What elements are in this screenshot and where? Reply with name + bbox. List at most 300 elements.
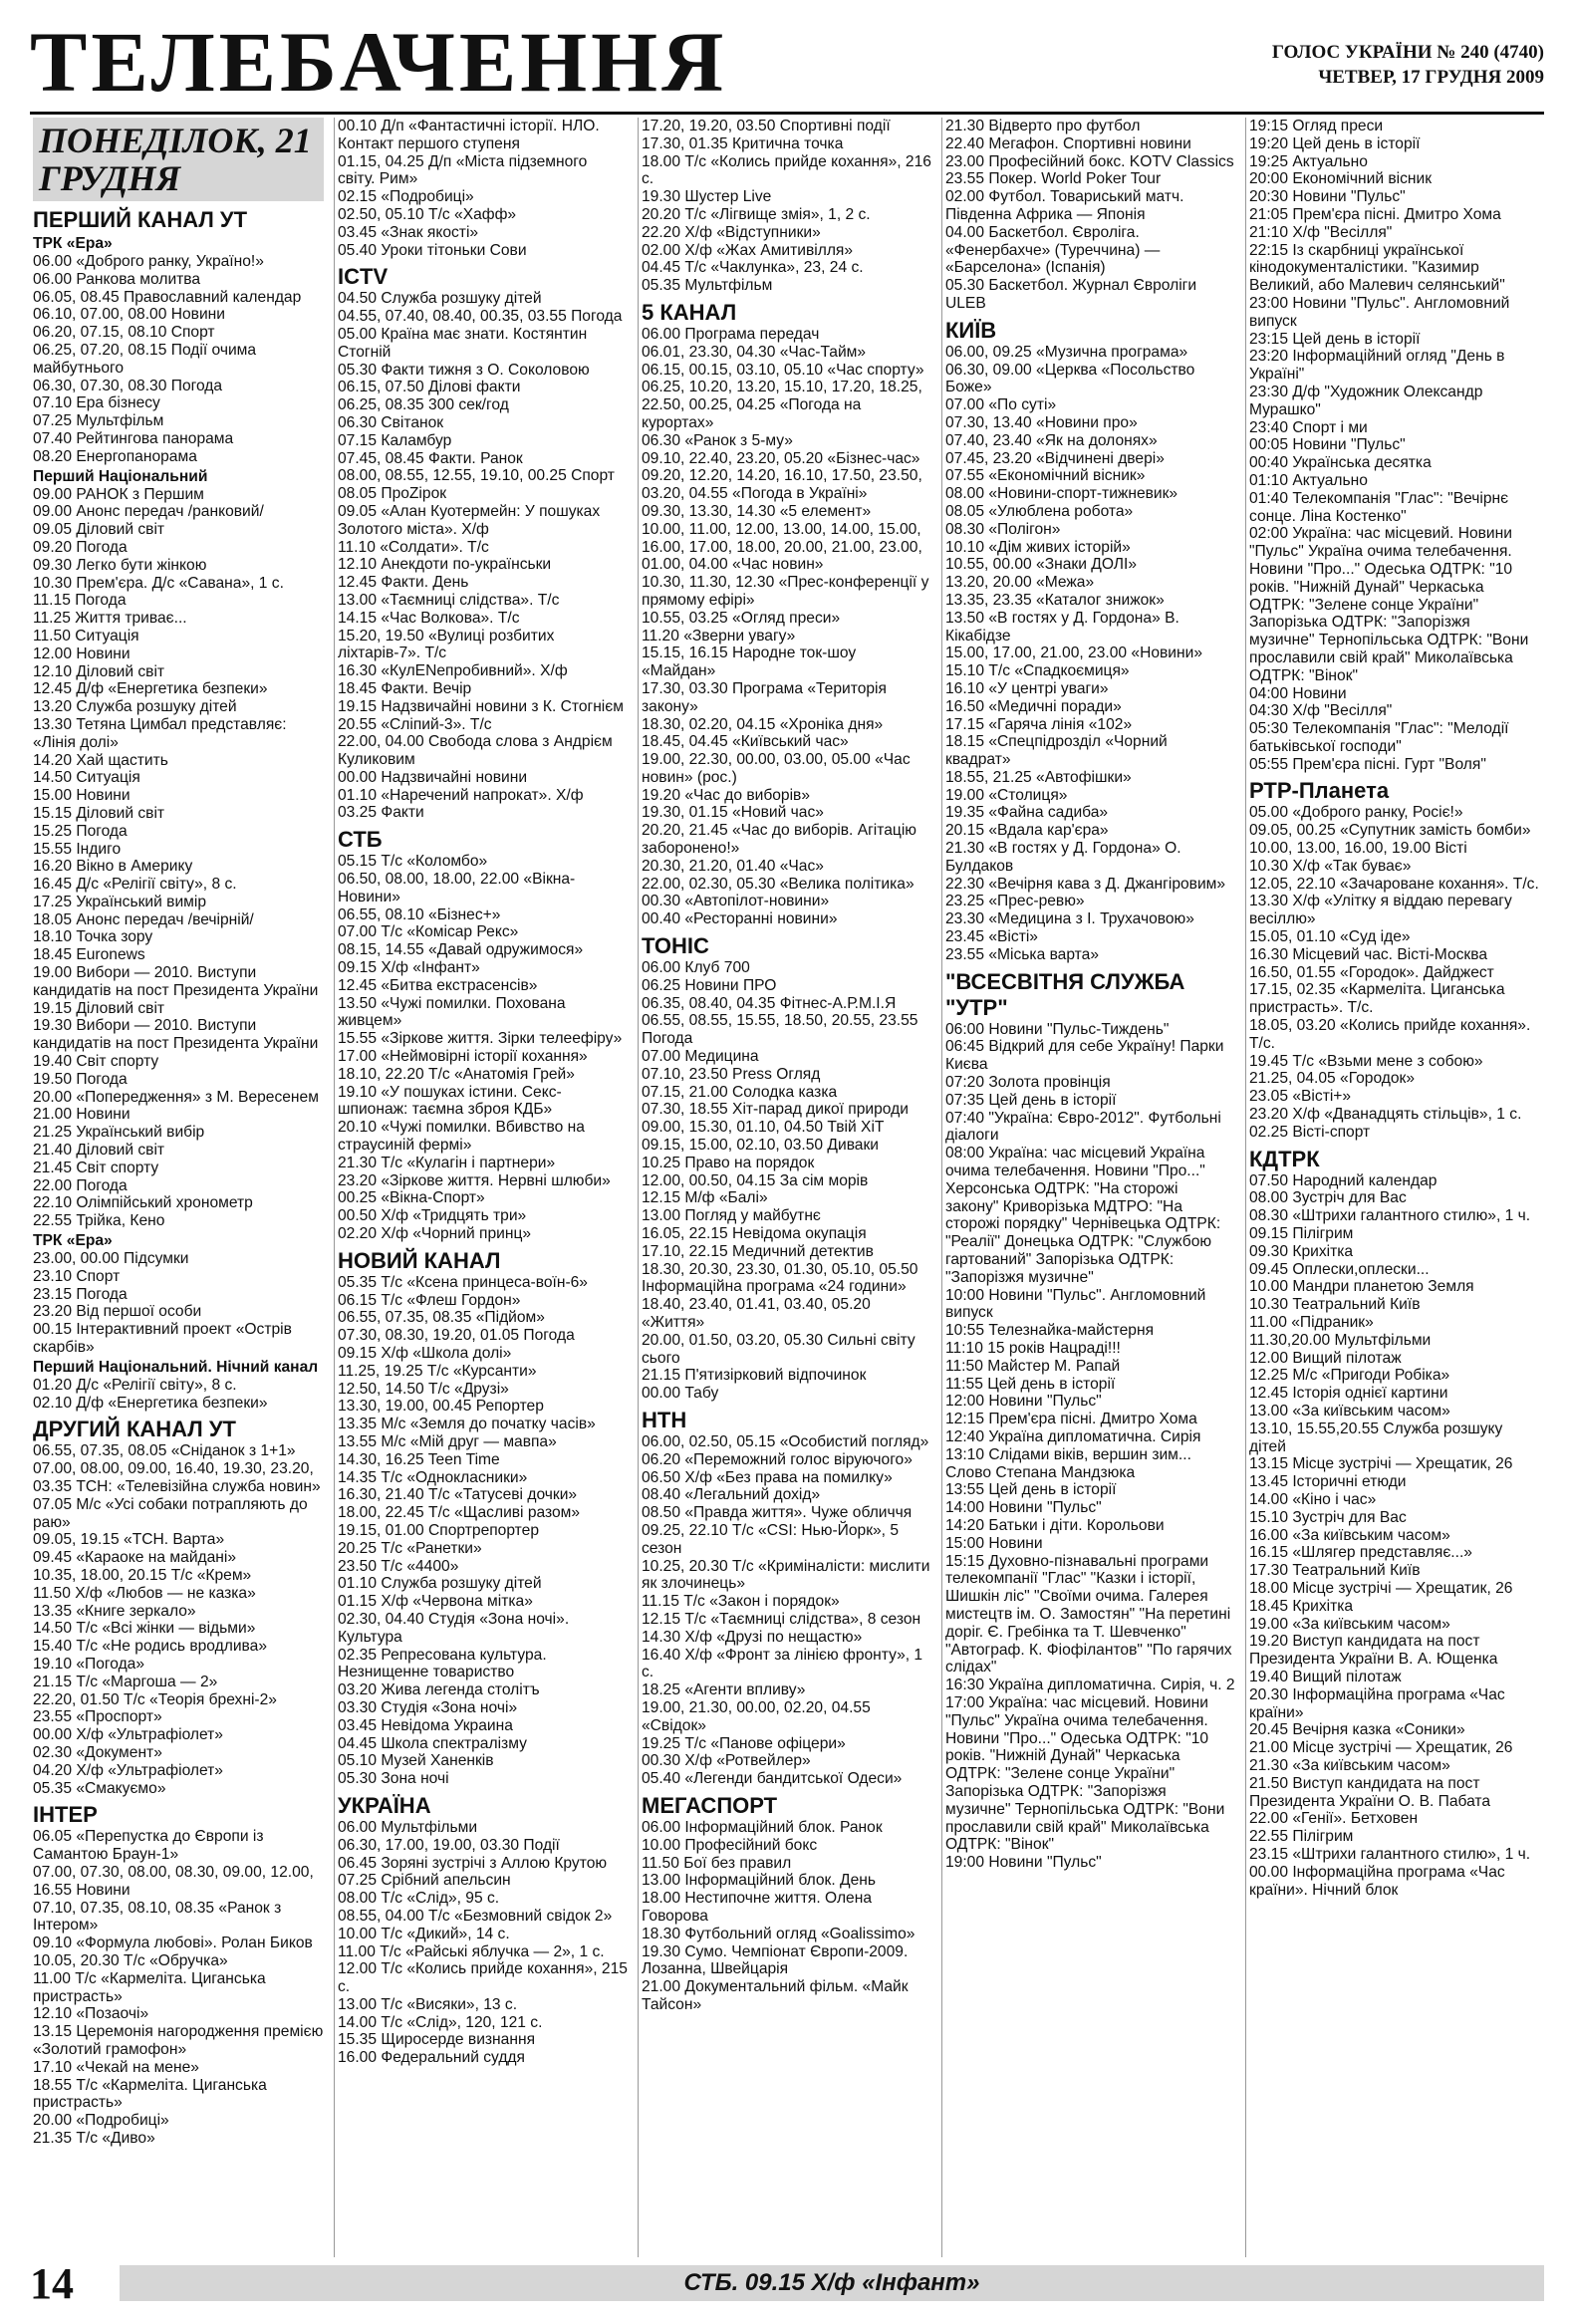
schedule-entry: 05:55 Прем'єра пісні. Гурт "Воля" (1249, 755, 1486, 773)
schedule-entry: 19.25 Т/с «Панове офіцери» (642, 1734, 846, 1752)
schedule-entry: 11.15 Т/с «Закон і порядок» (642, 1593, 840, 1611)
schedule-entry: 21.00 Новини (33, 1106, 131, 1124)
schedule-entry: 22.10 Олімпійський хронометр (33, 1194, 253, 1212)
schedule-entry: 18.30 Футбольний огляд «Goalissimo» (642, 1925, 916, 1942)
schedule-entry: 05.30 Баскетбол. Журнал Євроліги ULEB (945, 277, 1197, 312)
schedule-entry: 09.05, 19.15 «ТСН. Варта» (33, 1531, 225, 1549)
schedule-entry: 06.25, 08.35 300 сек/год (338, 396, 509, 414)
schedule-entry: 23.55 Покер. World Poker Tour (945, 170, 1162, 188)
schedule-entry: 22.20 Х/ф «Відступники» (642, 223, 821, 241)
publication-info (1272, 40, 1544, 90)
schedule-entry: 13:10 Слідами віків, вершин зим... Слово Степана Мандзюка (945, 1445, 1191, 1481)
schedule-entry: 16.30 Місцевий час. Вісті-Москва (1249, 945, 1488, 963)
schedule-entry: 06.55, 07.35, 08.05 «Сніданок з 1+1» (33, 1442, 296, 1460)
schedule-entry: 09.00 РАНОК з Першим (33, 485, 204, 503)
schedule-entry: 19.30 Сумо. Чемпіонат Європи-2009. Лозанна, Швейцарія (642, 1942, 909, 1978)
schedule-entry: 16.05, 22.15 Невідома окупація (642, 1225, 867, 1243)
schedule-entry: 13.20, 20.00 «Межа» (945, 574, 1095, 592)
schedule-entry: 09.25, 22.10 Т/с «CSI: Нью-Йорк», 5 сезон (642, 1521, 900, 1557)
schedule-entry: 07.30, 18.55 Хіт-парад дикої природи (642, 1101, 909, 1119)
schedule-entry: 07.00 «По суті» (945, 396, 1057, 414)
schedule-entry: 23.15 «Штрихи галантного стилю», 1 ч. (1249, 1845, 1531, 1863)
schedule-entry: 05:30 Телекомпанія "Глас": "Мелодії батьківської господи" (1249, 720, 1509, 755)
schedule-entry: 19.00 «За київським часом» (1249, 1615, 1450, 1633)
schedule-entry: 21.25, 04.05 «Городок» (1249, 1070, 1416, 1088)
schedule-entry: 13.35 «Книге зеркало» (33, 1602, 196, 1620)
schedule-entry: 00.40 «Ресторанні новини» (642, 910, 838, 928)
schedule-entry: 13.00 Т/с «Висяки», 13 с. (338, 1995, 518, 2013)
schedule-entry: 14.20 Хай щастить (33, 751, 168, 769)
schedule-entry: 18.15 «Спецпідрозділ «Чорний квадрат» (945, 733, 1168, 769)
schedule-entry: 20.25 Т/с «Ранетки» (338, 1539, 482, 1557)
schedule-entry: 06.50 Х/ф «Без права на помилку» (642, 1468, 893, 1486)
channel-heading: УКРАЇНА (338, 1792, 431, 1818)
schedule-entry: 17.15, 02.35 «Кармеліта. Циганська пристрасть». Т/с. (1249, 981, 1505, 1017)
schedule-entry: 12.00, 00.50, 04.15 За сім морів (642, 1171, 869, 1189)
schedule-entry: 09.10, 22.40, 23.20, 05.20 «Бізнес-час» (642, 449, 920, 467)
schedule-entry: 07.25 Срібний апельсин (338, 1872, 511, 1890)
schedule-entry: 00.00 Х/ф «Ультрафіолет» (33, 1726, 223, 1744)
schedule-entry: 22.55 Трійка, Кено (33, 1212, 165, 1230)
schedule-entry: 07.40, 23.40 «Як на долонях» (945, 431, 1158, 449)
schedule-entry: 21.45 Світ спорту (33, 1159, 159, 1176)
schedule-entry: 11.25 Життя триває... (33, 610, 187, 628)
schedule-entry: 05.35 «Смакуємо» (33, 1779, 166, 1797)
schedule-entry: 23.25 «Прес-ревю» (945, 893, 1085, 910)
schedule-entry: 17:00 Україна: час місцевий. Новини "Пульс" Україна очима телебачення. Новини "Про..." Одеська ОДТРК: "10 років. "Нижній Дунай" Черкаська ОДТРК: "Зелене сонце України" Запорізька ОДТРК: "Запорізжя музичне" Тернопільська ОДТРК: "Вони прославили свій край" Миколаївська ОДТРК: "Вінок" (945, 1693, 1225, 1854)
schedule-entry: 11.50 Ситуація (33, 627, 139, 645)
schedule-entry: 23.45 «Вісті» (945, 928, 1038, 946)
schedule-entry: 02.30 «Документ» (33, 1743, 162, 1761)
schedule-entry: 17.15 «Гаряча лінія «102» (945, 715, 1133, 733)
schedule-entry: 18.25 «Агенти впливу» (642, 1681, 806, 1699)
schedule-entry: 16:30 Україна дипломатична. Сирія, ч. 2 (945, 1677, 1235, 1694)
schedule-entry: 23.05 «Вісті+» (1249, 1088, 1352, 1106)
schedule-entry: 06.05 «Перепустка до Європи із Самантою Браун-1» (33, 1828, 264, 1864)
schedule-entry: 23.55 «Міська варта» (945, 945, 1099, 963)
schedule-entry: 20.30, 21.20, 01.40 «Час» (642, 857, 824, 875)
schedule-entry: 19.40 Світ спорту (33, 1053, 159, 1071)
schedule-entry: 07.45, 08.45 Факти. Ранок (338, 449, 523, 467)
schedule-entry: 02.15 «Подробиці» (338, 188, 474, 206)
schedule-entry: 08.00, 08.55, 12.55, 19.10, 00.25 Спорт (338, 467, 615, 485)
schedule-entry: 05.40 «Легенди бандитської Одеси» (642, 1770, 903, 1788)
schedule-entry: 15.10 Т/с «Спадкоємиця» (945, 662, 1130, 680)
schedule-entry: 23:15 Цей день в історії (1249, 330, 1421, 348)
schedule-entry: 20.15 «Вдала кар'єра» (945, 822, 1109, 840)
schedule-entry: 23.15 Погода (33, 1285, 128, 1303)
schedule-entry: 06:00 Новини "Пульс-Тиждень" (945, 1020, 1170, 1038)
day-heading: ПОНЕДІЛОК, 21 ГРУДНЯ (33, 118, 324, 201)
schedule-entry: 19.10 «Погода» (33, 1655, 145, 1673)
schedule-entry: 10.55, 00.00 «Знаки ДОЛІ» (945, 556, 1138, 574)
schedule-entry: 14.30, 16.25 Teen Time (338, 1450, 500, 1468)
schedule-entry: 04.50 Служба розшуку дітей (338, 290, 542, 308)
schedule-entry: 21.50 Виступ кандидата на пост Президента України О. В. Пабата (1249, 1774, 1491, 1810)
schedule-entry: 03.20 Жива легенда столітъ (338, 1681, 540, 1699)
schedule-entry: 13.50 «В гостях у Д. Гордона» В. Кікабідзе (945, 609, 1179, 645)
schedule-entry: 08.00 Т/с «Слід», 95 с. (338, 1890, 500, 1908)
schedule-entry: 17.00 «Неймовірні історії кохання» (338, 1048, 588, 1066)
schedule-entry: 06.00 Програма передач (642, 325, 820, 343)
schedule-entry: 16.50, 01.55 «Городок». Дайджест (1249, 963, 1494, 981)
schedule-entry: 10.10 «Дім живих історій» (945, 538, 1131, 556)
schedule-entry: 07.10, 07.35, 08.10, 08.35 «Ранок з Інтером» (33, 1899, 282, 1935)
schedule-entry: 08.00 Зустріч для Вас (1249, 1189, 1407, 1207)
schedule-entry: 09.00, 15.30, 01.10, 04.50 Твій ХіТ (642, 1119, 885, 1137)
schedule-entry: 06.20, 07.15, 08.10 Спорт (33, 324, 215, 342)
schedule-entry: 19.40 Вищий пілотаж (1249, 1668, 1402, 1685)
schedule-entry: 08.05 «Улюблена робота» (945, 502, 1134, 520)
schedule-entry: 04.45 Т/с «Чаклунка», 23, 24 с. (642, 259, 864, 277)
schedule-entry: 08:00 Україна: час місцевий Україна очима телебачення. Новини "Про..." Херсонська ОДТРК: "На сторожі закону" Криворізька МДТРО: "На сторожі порядку" Чернівецька ОДТРК: "Реалії" Донецька ОДТРК: "Службою гартований" Запорізька ОДТРК: "Запорізжя музичне" (945, 1145, 1221, 1286)
schedule-entry: 13.35, 23.35 «Каталог знижок» (945, 591, 1165, 609)
schedule-entry: 20.30 Інформаційна програма «Час країни» (1249, 1685, 1505, 1721)
schedule-entry: 23.20 Від першої особи (33, 1303, 202, 1321)
schedule-entry: 06.30, 17.00, 19.00, 03.30 Події (338, 1836, 560, 1854)
schedule-entry: 05.35 Т/с «Ксена принцеса-воїн-6» (338, 1273, 588, 1291)
schedule-entry: 21.25 Український вибір (33, 1124, 205, 1142)
schedule-entry: 07.55 «Економічний вісник» (945, 467, 1146, 485)
schedule-entry: 00:40 Українська десятка (1249, 454, 1432, 472)
schedule-entry: 02.00 Футбол. Товариський матч. Південна Африка — Японія (945, 188, 1184, 223)
schedule-entry: 01.20 Д/с «Релігії світу», 8 с. (33, 1376, 237, 1394)
schedule-entry: 06.30, 07.30, 08.30 Погода (33, 377, 223, 394)
schedule-entry: 12.10 «Позаочі» (33, 2005, 149, 2023)
column-2 (334, 118, 631, 2257)
schedule-entry: 15.15, 16.15 Народне ток-шоу «Майдан» (642, 645, 857, 680)
schedule-entry: 07.00 Медицина (642, 1048, 759, 1066)
schedule-entry: 01:40 Телекомпанія "Глас": "Вечірнє сонце. Ліна Костенко" (1249, 489, 1509, 525)
schedule-entry: 09.00 Анонс передач /ранковий/ (33, 503, 264, 521)
schedule-entry: 10:00 Новини "Пульс". Англомовний випуск (945, 1286, 1206, 1322)
schedule-entry: 14.00 «Кіно і час» (1249, 1490, 1377, 1508)
schedule-entry: 07.10, 23.50 Press Огляд (642, 1065, 821, 1083)
channel-heading: ICTV (338, 264, 389, 290)
schedule-entry: 20.00 «Попередження» з М. Вересенем (33, 1088, 319, 1106)
schedule-entry: 09.30 Крихітка (1249, 1242, 1354, 1260)
schedule-entry: 08.30 «Полігон» (945, 520, 1061, 538)
schedule-entry: 22.00, 02.30, 05.30 «Велика політика» (642, 875, 915, 893)
schedule-entry: 17.10, 22.15 Медичний детектив (642, 1242, 874, 1260)
schedule-entry: 00.00 Табу (642, 1385, 719, 1403)
schedule-entry: 09.45 Оплески,оплески... (1249, 1260, 1430, 1278)
schedule-entry: 09.15, 15.00, 02.10, 03.50 Диваки (642, 1137, 880, 1155)
schedule-entry: 15.00, 17.00, 21.00, 23.00 «Новини» (945, 645, 1203, 662)
schedule-entry: 09.20, 12.20, 14.20, 16.10, 17.50, 23.50, 03.20, 04.55 «Погода в Україні» (642, 467, 922, 503)
schedule-entry: 02.10 Д/ф «Енергетика безпеки» (33, 1394, 268, 1412)
schedule-entry: 15.05, 01.10 «Суд іде» (1249, 928, 1411, 946)
schedule-entry: 22.30 «Вечірня кава з Д. Джангіровим» (945, 875, 1226, 893)
schedule-entry: 10.30 Х/ф «Так буває» (1249, 857, 1412, 875)
schedule-entry: 07.00, 08.00, 09.00, 16.40, 19.30, 23.20, 03.35 ТСН: «Телевізійна служба новин» (33, 1460, 321, 1495)
schedule-entry: 13.00 Інформаційний блок. День (642, 1872, 876, 1890)
schedule-entry: 12.45 «Битва екстрасенсів» (338, 976, 538, 994)
schedule-entry: 23:00 Новини "Пульс". Англомовний випуск (1249, 294, 1510, 330)
schedule-entry: 06.15, 07.50 Ділові факти (338, 379, 521, 396)
page-number: 14 (30, 2259, 74, 2308)
schedule-entry: 08.55, 04.00 Т/с «Безмовний свідок 2» (338, 1907, 613, 1925)
schedule-entry: 02.30, 04.40 Студія «Зона ночі». Культура (338, 1610, 570, 1646)
schedule-entry: 19:15 Огляд преси (1249, 118, 1384, 134)
schedule-entry: 11.00 «Підраник» (1249, 1314, 1374, 1331)
schedule-entry: 06.15, 00.15, 03.10, 05.10 «Час спорту» (642, 361, 924, 379)
schedule-entry: 14.50 Т/с «Всі жінки — відьми» (33, 1620, 256, 1638)
schedule-entry: 10.35, 18.00, 20.15 Т/с «Крем» (33, 1566, 252, 1584)
schedule-entry: 14.15 «Час Волкова». Т/с (338, 609, 520, 627)
schedule-entry: 16.00 Федеральний суддя (338, 2049, 525, 2067)
schedule-entry: 09.05 «Алан Куотермейн: У пошуках Золотого міста». Х/ф (338, 502, 601, 538)
schedule-entry: 03.25 Факти (338, 804, 424, 822)
schedule-entry: 04.45 Школа спектралізму (338, 1734, 527, 1752)
schedule-entry: 13.45 Історичні етюди (1249, 1473, 1407, 1491)
schedule-entry: 16.00 «За київським часом» (1249, 1526, 1450, 1544)
schedule-entry: 08.40 «Легальний дохід» (642, 1486, 821, 1504)
schedule-entry: 21:05 Прем'єра пісні. Дмитро Хома (1249, 205, 1501, 223)
schedule-entry: 16.20 Вікно в Америку (33, 858, 193, 876)
schedule-entry: 10.00, 11.00, 12.00, 13.00, 14.00, 15.00, 16.00, 17.00, 18.00, 20.00, 21.00, 23.00, 01.00, 04.00 «Час новин» (642, 520, 922, 574)
schedule-entry: 00.00 Надзвичайні новини (338, 768, 528, 786)
schedule-entry: 11.25, 19.25 Т/с «Курсанти» (338, 1362, 537, 1380)
schedule-entry: 09.05 Діловий світ (33, 521, 165, 539)
schedule-entry: 06.55, 07.35, 08.35 «Підйом» (338, 1309, 545, 1327)
schedule-entry: 08.50 «Правда життя». Чуже обличчя (642, 1504, 913, 1522)
schedule-entry: 19.10 «У пошуках істини. Секс-шпионаж: таємна зброя КДБ» (338, 1083, 562, 1119)
channel-heading: НОВИЙ КАНАЛ (338, 1247, 501, 1273)
schedule-entry: 04.55, 07.40, 08.40, 00.35, 03.55 Погода (338, 308, 623, 326)
schedule-entry: 07.30, 08.30, 19.20, 01.05 Погода (338, 1327, 575, 1345)
channel-heading: "ВСЕСВІТНЯ СЛУЖБА "УТР" (945, 968, 1185, 1020)
schedule-entry: 21:10 Х/ф "Весілля" (1249, 223, 1393, 241)
schedule-entry: 00:05 Новини "Пульс" (1249, 436, 1406, 454)
schedule-entry: 15:15 Духовно-пізнавальні програми телекомпанії "Глас" "Казки і історії, Шишкін ліс" "Своїми очима. Галерея мистецтв ім. О. Замостян" "На перетині доріг. Є. Гребінка та Т. Шевченко" "Автограф. К. Фіофілантов" "По гарячих слідах" (945, 1552, 1232, 1677)
schedule-entry: 20.20, 21.45 «Час до виборів. Агітацію заборонено!» (642, 822, 916, 858)
schedule-entry: 10.25, 20.30 Т/с «Криміналісти: мислити як злочинець» (642, 1557, 930, 1593)
schedule-entry: 08.15, 14.55 «Давай одружимося» (338, 941, 584, 959)
masthead-header (30, 14, 1544, 110)
schedule-entry: 23.55 «Проспорт» (33, 1708, 162, 1726)
schedule-entry: 10.25 Право на порядок (642, 1154, 815, 1171)
schedule-entry: 06.35, 08.40, 04.35 Фітнес-А.Р.М.І.Я (642, 994, 897, 1012)
schedule-entry: 14.50 Ситуація (33, 769, 140, 787)
schedule-entry: 20.20 Т/с «Лігвище змія», 1, 2 с. (642, 205, 871, 223)
schedule-entry: 17.25 Український вимір (33, 893, 207, 910)
schedule-entry: 02.00 Х/ф «Жах Амитивілля» (642, 241, 854, 259)
schedule-entry: 21.00 Місце зустрічі — Хрещатик, 26 (1249, 1739, 1513, 1757)
schedule-entry: 06.00 Клуб 700 (642, 959, 750, 977)
schedule-entry: 06.00 Мультфільми (338, 1818, 478, 1836)
schedule-entry: 07.15, 21.00 Солодка казка (642, 1083, 838, 1101)
schedule-entry: 08.30 «Штрихи галантного стилю», 1 ч. (1249, 1207, 1531, 1225)
schedule-entry: 22.00, 04.00 Свобода слова з Андрієм Куликовим (338, 733, 613, 769)
schedule-entry: 11.10 «Солдати». Т/с (338, 538, 489, 556)
schedule-entry: 19.00, 21.30, 00.00, 02.20, 04.55 «Свідок» (642, 1698, 871, 1734)
schedule-entry: 19.30 Вибори — 2010. Виступи кандидатів на пост Президента України (33, 1017, 319, 1053)
schedule-entry: 07.15 Каламбур (338, 431, 452, 449)
schedule-entry: 12.45 Історія однієї картини (1249, 1385, 1448, 1403)
schedule-entry: 02.25 Вісті-спорт (1249, 1123, 1371, 1141)
schedule-entry: 18.45 Euronews (33, 946, 145, 964)
schedule-entry: 14.35 Т/с «Однокласники» (338, 1468, 528, 1486)
schedule-entry: 06.45 Зоряні зустрічі з Аллою Крутою (338, 1854, 608, 1872)
schedule-entry: 22:15 Із скарбниці української кінодокументалістики. "Казимир Великий, або Малевич селянський" (1249, 241, 1505, 295)
schedule-entry: 06.30 «Ранок з 5-му» (642, 431, 793, 449)
schedule-entry: 15.10 Зустріч для Вас (1249, 1508, 1407, 1526)
schedule-entry: 12.45 Д/ф «Енергетика безпеки» (33, 680, 268, 698)
schedule-entry: 16.30 «КулENепробивний». Х/ф (338, 662, 568, 680)
schedule-entry: 12.00 Новини (33, 645, 131, 662)
schedule-entry: 12.00 Т/с «Колись прийде кохання», 215 с. (338, 1960, 628, 1996)
schedule-entry: 15.35 Щиросерде визнання (338, 2031, 536, 2049)
issue-line: ГОЛОС УКРАЇНИ № 240 (4740) (1271, 42, 1544, 63)
column-4 (941, 118, 1238, 2257)
schedule-entry: 19.20 «Час до виборів» (642, 786, 811, 804)
schedule-entry: 07.10 Ера бізнесу (33, 394, 160, 412)
schedule-entry: 00.30 «Автопілот-новини» (642, 893, 830, 910)
schedule-entry: 18.55 Т/с «Кармеліта. Циганська пристрасть» (33, 2076, 267, 2112)
schedule-entry: 11:50 Майстер М. Рапай (945, 1357, 1121, 1375)
schedule-entry: 13.55 М/с «Мій друг — мавпа» (338, 1432, 557, 1450)
schedule-entry: 21.15 П'ятизірковий відпочинок (642, 1367, 867, 1385)
schedule-entry: 13.00 «За київським часом» (1249, 1402, 1450, 1420)
schedule-entry: 01.10 «Наречений напрокат». Х/ф (338, 786, 584, 804)
schedule-entry: 00.30 Х/ф «Ротвейлер» (642, 1752, 811, 1770)
schedule-entry: 19.00, 22.30, 00.00, 03.00, 05.00 «Час новин» (рос.) (642, 751, 911, 786)
schedule-entry: 16.40 Х/ф «Фронт за лінією фронту», 1 с. (642, 1646, 923, 1681)
schedule-entry: 02:00 Україна: час місцевий. Новини "Пульс" Україна очима телебачення. Новини "Про..." Одеська ОДТРК: "10 років. "Нижній Дунай" Черкаська ОДТРК: "Зелене сонце України" Запорізька ОДТРК: "Запорізжя музичне" Тернопільська ОДТРК: "Вони прославили свій край" Миколаївська ОДТРК: "Вінок" (1249, 525, 1529, 684)
schedule-entry: 17.20, 19.20, 03.50 Спортивні події (642, 118, 891, 134)
schedule-entry: 17.30 Театральний Київ (1249, 1562, 1421, 1580)
schedule-entry: 06.00 Інформаційний блок. Ранок (642, 1818, 883, 1836)
schedule-entry: 00.10 Д/п «Фантастичні історії. НЛО. Контакт першого ступеня (338, 118, 600, 152)
column-1 (30, 118, 327, 2257)
tv-schedule (30, 118, 1544, 2257)
schedule-entry: 07.45, 23.20 «Відчинені двері» (945, 449, 1165, 467)
section-title: ТЕЛЕБАЧЕННЯ (30, 14, 728, 110)
schedule-entry: 21.15 Т/с «Маргоша — 2» (33, 1673, 218, 1690)
channel-heading: ІНТЕР (33, 1802, 98, 1828)
schedule-entry: 12:40 Україна дипломатична. Сирія (945, 1427, 1201, 1445)
schedule-entry: 00.15 Інтерактивний проект «Острів скарбів» (33, 1321, 292, 1357)
schedule-entry: 05.30 Зона ночі (338, 1770, 449, 1788)
schedule-entry: 10.05, 20.30 Т/с «Обручка» (33, 1951, 228, 1969)
schedule-entry: 16.15 «Шлягер представляє...» (1249, 1544, 1472, 1562)
schedule-entry: 18.55, 21.25 «Автофішки» (945, 768, 1132, 786)
schedule-entry: 03.30 Студія «Зона ночі» (338, 1698, 518, 1716)
schedule-entry: 13.30 Тетяна Цимбал представляє: «Лінія долі» (33, 715, 287, 751)
schedule-entry: 12.15 М/ф «Балі» (642, 1189, 768, 1207)
schedule-entry: 18.00 Т/с «Колись прийде кохання», 216 с. (642, 152, 931, 188)
schedule-entry: 07.00, 07.30, 08.00, 08.30, 09.00, 12.00, 16.55 Новини (33, 1863, 314, 1899)
schedule-entry: 23.30 «Медицина з І. Трухачовою» (945, 910, 1194, 928)
schedule-entry: 13.30 Х/ф «Улітку я віддаю перевагу весіллю» (1249, 893, 1512, 928)
schedule-entry: 05.30 Факти тижня з О. Соколовою (338, 361, 590, 379)
schedule-entry: 13.20 Служба розшуку дітей (33, 698, 237, 716)
schedule-entry: 04:00 Новини (1249, 684, 1347, 702)
schedule-entry: 21.30 Відверто про футбол (945, 118, 1141, 134)
column-1-body (33, 207, 324, 2148)
schedule-entry: 18.45 Крихітка (1249, 1597, 1354, 1615)
schedule-entry: 14:20 Батьки і діти. Корольови (945, 1516, 1165, 1534)
channel-heading: МЕГАСПОРТ (642, 1792, 778, 1818)
schedule-entry: 18.00 Місце зустрічі — Хрещатик, 26 (1249, 1579, 1513, 1597)
schedule-entry: 20.45 Вечірня казка «Соники» (1249, 1721, 1465, 1739)
schedule-entry: 14:00 Новини "Пульс" (945, 1499, 1102, 1517)
schedule-entry: 05.35 Мультфільм (642, 277, 773, 295)
schedule-entry: 06.00 «Доброго ранку, Україно!» (33, 253, 264, 270)
schedule-entry: 19.35 «Файна садиба» (945, 804, 1109, 822)
schedule-entry: 06.20 «Переможний голос віруючого» (642, 1450, 913, 1468)
page-footer (30, 2259, 1544, 2309)
schedule-entry: 13.10, 15.55,20.55 Служба розшуку дітей (1249, 1420, 1503, 1455)
schedule-entry: 11:10 15 років Нацраді!!! (945, 1340, 1121, 1357)
schedule-entry: 18.10, 22.20 Т/с «Анатомія Грей» (338, 1065, 575, 1083)
schedule-entry: 16.45 Д/с «Релігії світу», 8 с. (33, 876, 237, 894)
schedule-entry: 05.15 Т/с «Коломбо» (338, 853, 488, 871)
schedule-entry: 19.00 Вибори — 2010. Виступи кандидатів на пост Президента України (33, 964, 319, 999)
schedule-entry: 07:35 Цей день в історії (945, 1091, 1117, 1109)
schedule-entry: 21.30 «В гостях у Д. Гордона» О. Булдаков (945, 840, 1181, 875)
schedule-entry: 07.05 М/с «Усі собаки потрапляють до раю» (33, 1495, 308, 1531)
schedule-entry: 23.50 Т/с «4400» (338, 1557, 459, 1575)
channel-heading: РТР-Планета (1249, 778, 1390, 804)
schedule-entry: 07.25 Мультфільм (33, 412, 164, 430)
schedule-entry: 12.05, 22.10 «Зачароване кохання». Т/с. (1249, 875, 1539, 893)
schedule-entry: 16.10 «У центрі уваги» (945, 679, 1109, 697)
schedule-entry: 22.20, 01.50 Т/с «Теорія брехні-2» (33, 1690, 277, 1708)
schedule-entry: 19.30, 01.15 «Новий час» (642, 804, 824, 822)
channel-heading: СТБ (338, 827, 383, 853)
schedule-entry: 05.40 Уроки тітоньки Сови (338, 241, 527, 259)
schedule-entry: 15:00 Новини (945, 1534, 1043, 1552)
schedule-entry: 20.55 «Сліпий-3». Т/с (338, 715, 492, 733)
schedule-entry: 08.20 Енергопанорама (33, 447, 197, 465)
schedule-entry: 23.20 Х/ф «Дванадцять стільців», 1 с. (1249, 1106, 1522, 1124)
schedule-entry: 01.15 Х/ф «Червона мітка» (338, 1593, 533, 1611)
schedule-entry: 05.00 Країна має знати. Костянтин Стогній (338, 325, 588, 361)
schedule-entry: 20.00 «Подробиці» (33, 2112, 169, 2130)
schedule-entry: 10.00, 13.00, 16.00, 19.00 Вісті (1249, 840, 1467, 858)
schedule-entry: 03.45 «Знак якості» (338, 223, 479, 241)
schedule-entry: 11.50 Бої без правил (642, 1854, 792, 1872)
schedule-entry: 22.00 «Генії». Бетховен (1249, 1810, 1419, 1828)
schedule-entry: 05.00 «Доброго ранку, Росіє!» (1249, 804, 1463, 822)
schedule-entry: 18.00, 22.45 Т/с «Щасливі разом» (338, 1504, 581, 1522)
schedule-entry: 15.55 Індиго (33, 840, 122, 858)
schedule-entry: 07:20 Золота провінція (945, 1074, 1111, 1092)
schedule-entry: 18.00 Нестипочне життя. Олена Говорова (642, 1890, 872, 1925)
schedule-entry: 13.30, 19.00, 00.45 Репортер (338, 1398, 544, 1416)
column-3-body (642, 118, 931, 2014)
schedule-entry: 11.20 «Зверни увагу» (642, 627, 796, 645)
schedule-entry: 23.10 Спорт (33, 1267, 121, 1285)
schedule-entry: 22.55 Пілігрим (1249, 1828, 1354, 1846)
schedule-entry: 02.20 Х/ф «Чорний принц» (338, 1225, 532, 1243)
column-2-body (338, 118, 628, 2067)
schedule-entry: 13.50 «Чужі помилки. Похована живцем» (338, 994, 566, 1030)
schedule-entry: 10.30 Прем'єра. Д/с «Савана», 1 с. (33, 574, 284, 592)
schedule-entry: 15.25 Погода (33, 822, 128, 840)
schedule-entry: 06.25 Новини ПРО (642, 976, 777, 994)
schedule-entry: 07:40 "Україна: Євро-2012". Футбольні діалоги (945, 1109, 1221, 1145)
schedule-entry: 21.40 Діловий світ (33, 1142, 165, 1160)
schedule-entry: 13:55 Цей день в історії (945, 1481, 1117, 1499)
schedule-entry: 12.45 Факти. День (338, 574, 469, 592)
schedule-entry: 06.50, 08.00, 18.00, 22.00 «Вікна-Новини» (338, 871, 576, 905)
schedule-entry: 12.10 Діловий світ (33, 662, 165, 680)
schedule-entry: 11.00 Т/с «Кармеліта. Циганська пристрасть» (33, 1969, 266, 2005)
schedule-entry: 06.30, 09.00 «Церква «Посольство Боже» (945, 361, 1195, 396)
